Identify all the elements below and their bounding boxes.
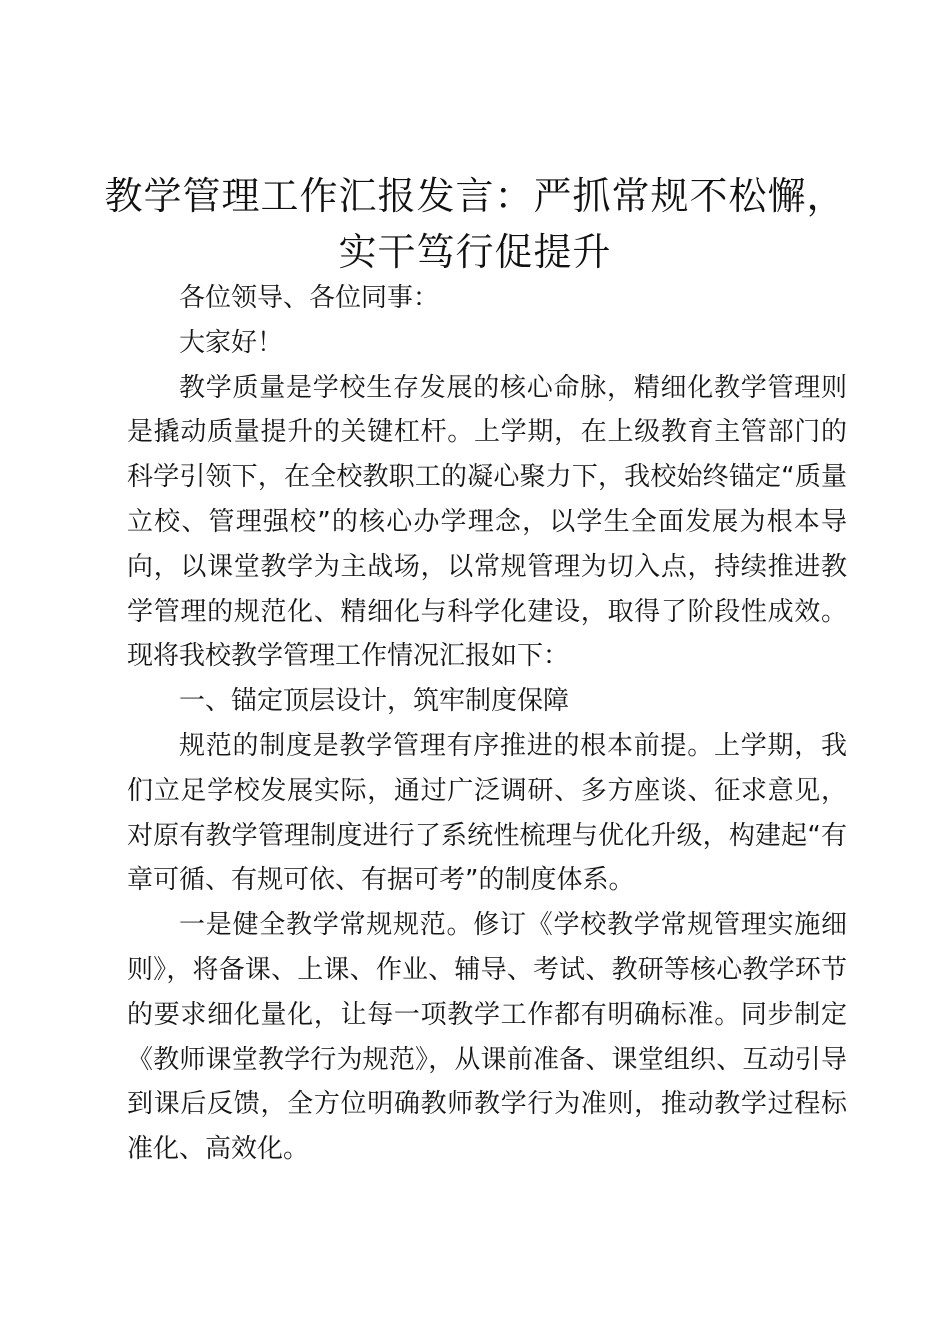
document-body	[127, 276, 847, 1172]
document-title: 教学管理工作汇报发言：严抓常规不松懈，实干笃行促提升	[104, 174, 846, 274]
salutation: 各位领导、各位同事：	[179, 283, 440, 313]
greeting: 大家好！	[179, 327, 284, 358]
section-1-paragraph: 规范的制度是教学管理有序推进的根本前提。上学期，我们立足学校发展实际，通过广泛调研、多方座谈、征求意见，对原有教学管理制度进行了系统性梳理与优化升级，构建起“有章可循、有规可依、有据可考”的制度体系。	[127, 730, 847, 896]
section-1-point-1-paragraph: 一是健全教学常规规范。修订《学校教学常规管理实施细则》，将备课、上课、作业、辅导、考试、教研等核心教学环节的要求细化量化，让每一项教学工作都有明确标准。同步制定《教师课堂教学行为规范》，从课前准备、课堂组织、互动引导到课后反馈，全方位明确教师教学行为准则，推动教学过程标准化、高效化。	[127, 910, 847, 1165]
section-heading-1: 一、锚定顶层设计，筑牢制度保障	[179, 686, 570, 717]
intro-paragraph: 教学质量是学校生存发展的核心命脉，精细化教学管理则是撬动质量提升的关键杠杆。上学期，在上级教育主管部门的科学引领下，在全校教职工的凝心聚力下，我校始终锚定“质量立校、管理强校”的核心办学理念，以学生全面发展为根本导向，以课堂教学为主战场，以常规管理为切入点，持续推进教学管理的规范化、精细化与科学化建设，取得了阶段性成效。现将我校教学管理工作情况汇报如下：	[127, 372, 847, 672]
